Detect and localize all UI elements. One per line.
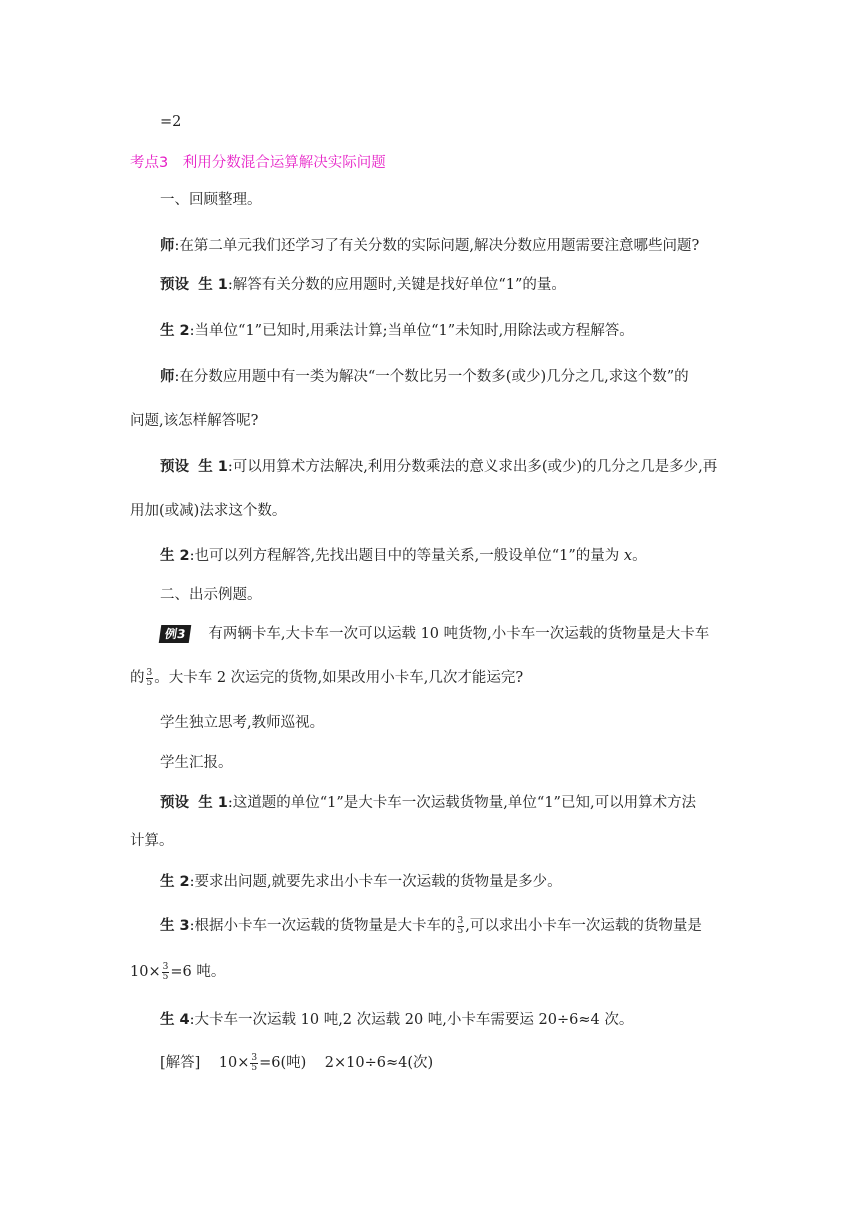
paragraph-text: 。 xyxy=(632,548,647,564)
fraction xyxy=(457,917,465,936)
paragraph-text: :在分数应用题中有一类为解决“一个数比另一个数多(或少)几分之几,求这个数”的 xyxy=(174,369,689,385)
paragraph-student-5 xyxy=(160,793,696,813)
fraction-numerator: 3 xyxy=(146,667,153,678)
paragraph-student-1 xyxy=(160,275,566,295)
paragraph-teacher-1 xyxy=(160,236,699,256)
answer-label: [解答] xyxy=(160,1055,201,1071)
paragraph-report: 学生汇报。 xyxy=(160,755,233,771)
paragraph-student-7 xyxy=(160,916,702,936)
paragraph-continuation: 用加(或减)法求这个数。 xyxy=(130,503,287,519)
fraction-numerator: 3 xyxy=(251,1052,258,1063)
paragraph-think: 学生独立思考,教师巡视。 xyxy=(160,715,325,731)
preset-label: 预设 xyxy=(160,795,189,811)
example-badge: 例3 xyxy=(159,625,192,643)
speaker-label: 师 xyxy=(160,369,175,385)
answer-line xyxy=(160,1053,433,1073)
variable-x: x xyxy=(623,548,633,564)
paragraph-review: 一、回顾整理。 xyxy=(160,192,262,208)
section-heading: 考点3 利用分数混合运算解决实际问题 xyxy=(130,155,386,171)
speaker-label: 生 1 xyxy=(198,459,228,475)
example-problem xyxy=(160,624,709,644)
paragraph-text: :在第二单元我们还学习了有关分数的实际问题,解决分数应用题需要注意哪些问题? xyxy=(174,238,700,254)
example-continuation xyxy=(130,668,523,688)
paragraph-text: =6 吨。 xyxy=(170,964,226,980)
paragraph-text: 10× xyxy=(130,964,161,980)
paragraph-examples: 二、出示例题。 xyxy=(160,587,262,603)
fraction xyxy=(250,1054,258,1073)
fraction-denominator: 5 xyxy=(457,925,464,936)
fraction-denominator: 5 xyxy=(251,1062,258,1073)
paragraph-continuation xyxy=(130,962,225,982)
paragraph-text: :可以用算术方法解决,利用分数乘法的意义求出多(或少)的几分之几是多少,再 xyxy=(227,459,718,475)
example-text: 有两辆卡车,大卡车一次可以运载 10 吨货物,小卡车一次运载的货物量是大卡车 xyxy=(208,626,710,642)
fraction-denominator: 5 xyxy=(146,677,153,688)
paragraph-student-8 xyxy=(160,1010,633,1030)
top-line: =2 xyxy=(160,114,182,130)
speaker-label: 生 1 xyxy=(198,277,228,293)
paragraph-continuation: 问题,该怎样解答呢? xyxy=(130,413,259,429)
answer-text: =6(吨) xyxy=(259,1055,307,1071)
speaker-label: 生 2 xyxy=(160,874,190,890)
speaker-label: 生 2 xyxy=(160,323,190,339)
example-text: 。大卡车 2 次运完的货物,如果改用小卡车,几次才能运完? xyxy=(154,670,524,686)
paragraph-teacher-2 xyxy=(160,367,689,387)
paragraph-continuation: 计算。 xyxy=(130,833,174,849)
answer-calc: 2×10÷6≈4(次) xyxy=(324,1055,434,1071)
paragraph-student-4 xyxy=(160,546,647,566)
preset-label: 预设 xyxy=(160,459,189,475)
speaker-label: 生 4 xyxy=(160,1012,190,1028)
answer-text: 10× xyxy=(218,1055,250,1071)
fraction xyxy=(162,963,170,982)
fraction-numerator: 3 xyxy=(162,961,169,972)
paragraph-student-2 xyxy=(160,321,634,341)
paragraph-text: :也可以列方程解答,先找出题目中的等量关系,一般设单位“1”的量为 xyxy=(189,548,624,564)
paragraph-student-6 xyxy=(160,872,562,892)
fraction xyxy=(146,669,154,688)
preset-label: 预设 xyxy=(160,277,189,293)
paragraph-student-3 xyxy=(160,457,717,477)
fraction-numerator: 3 xyxy=(457,915,464,926)
fraction-denominator: 5 xyxy=(162,971,169,982)
paragraph-text: :当单位“1”已知时,用乘法计算;当单位“1”未知时,用除法或方程解答。 xyxy=(189,323,634,339)
paragraph-text: :大卡车一次运载 10 吨,2 次运载 20 吨,小卡车需要运 20÷6≈4 次。 xyxy=(189,1012,634,1028)
speaker-label: 生 2 xyxy=(160,548,190,564)
paragraph-text: :根据小卡车一次运载的货物量是大卡车的 xyxy=(189,918,456,934)
paragraph-text: :这道题的单位“1”是大卡车一次运载货物量,单位“1”已知,可以用算术方法 xyxy=(227,795,697,811)
paragraph-text: ,可以求出小卡车一次运载的货物量是 xyxy=(465,918,702,934)
paragraph-text: :要求出问题,就要先求出小卡车一次运载的货物量是多少。 xyxy=(189,874,562,890)
speaker-label: 生 3 xyxy=(160,918,190,934)
paragraph-text: :解答有关分数的应用题时,关键是找好单位“1”的量。 xyxy=(227,277,566,293)
example-text: 的 xyxy=(130,670,145,686)
speaker-label: 师 xyxy=(160,238,175,254)
speaker-label: 生 1 xyxy=(198,795,228,811)
